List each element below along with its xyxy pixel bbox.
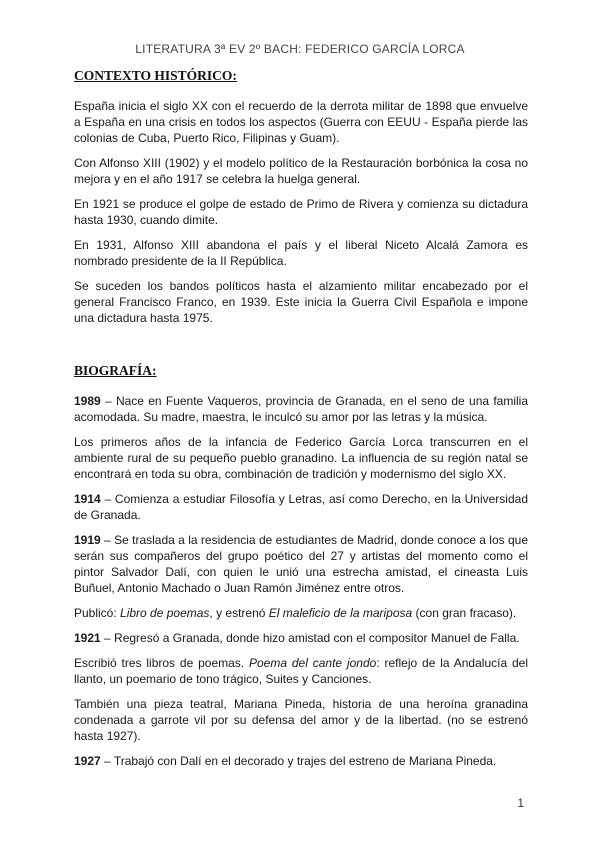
page-content (74, 68, 528, 778)
work-title: El maleficio de la mariposa (268, 606, 413, 620)
paragraph: También una pieza teatral, Mariana Pineda, historia de una heroína granadina condenada a garrote vil por su defensa del amor y de la libertad. (no se estrenó hasta 1927). (74, 697, 528, 743)
paragraph-text: (con gran fracaso). (412, 606, 517, 620)
paragraph (74, 753, 528, 769)
year: 1921 (74, 631, 101, 645)
section-heading-biography: BIOGRAFÍA: (74, 363, 157, 378)
paragraph-text: – Se traslada a la residencia de estudiantes de Madrid, donde conoce a los que serán sus compañeros del grupo poético del 27 y artistas del momento como el pintor Salvador Dalí, con quien le unió una estrecha amistad, el cineasta Luis Buñuel, Antonio Machado o Juan Ramón Jiménez entre otros. (74, 533, 528, 595)
work-title: Libro de poemas (120, 606, 210, 620)
paragraph-text: Publicó: (74, 606, 121, 620)
section-gap (74, 335, 528, 363)
section-heading-context: CONTEXTO HISTÓRICO: (74, 68, 237, 83)
paragraph-text: Escribió tres libros de poemas. (74, 656, 249, 670)
paragraph (74, 532, 528, 596)
paragraph (74, 393, 528, 425)
paragraph (74, 630, 528, 646)
year: 1927 (74, 754, 101, 768)
page-number: 1 (517, 796, 524, 810)
year: 1919 (74, 533, 101, 547)
paragraph (74, 491, 528, 523)
paragraph-text: – Nace en Fuente Vaqueros, provincia de Granada, en el seno de una familia acomodada. Su madre, maestra, le inculcó su amor por las letras y la música. (74, 394, 528, 424)
paragraph: Se suceden los bandos políticos hasta el alzamiento militar encabezado por el general Francisco Franco, en 1939. Este inicia la Guerra Civil Española e impone una dictadura hasta 1975. (74, 279, 528, 325)
paragraph: Con Alfonso XIII (1902) y el modelo político de la Restauración borbónica la cosa no mejora y en el año 1917 se celebra la huelga general. (74, 156, 528, 186)
paragraph-text: , y estrenó (209, 606, 269, 620)
paragraph (74, 605, 528, 621)
paragraph (74, 655, 528, 687)
paragraph-text: – Comienza a estudiar Filosofía y Letras, así como Derecho, en la Universidad de Granada. (74, 492, 528, 522)
paragraph-text: : reflejo de la Andalucía del llanto, un poemario de tono trágico, Suites y Canciones. (74, 656, 528, 686)
paragraph: En 1931, Alfonso XIII abandona el país y el liberal Niceto Alcalá Zamora es nombrado presidente de la II República. (74, 238, 528, 268)
year: 1989 (74, 394, 101, 408)
paragraph: En 1921 se produce el golpe de estado de Primo de Rivera y comienza su dictadura hasta 1930, cuando dimite. (74, 197, 528, 227)
page-header: LITERATURA 3ª EV 2º BACH: FEDERICO GARCÍA LORCA (135, 42, 465, 56)
paragraph-text: – Trabajó con Dalí en el decorado y trajes del estreno de Mariana Pineda. (100, 754, 497, 768)
paragraph: España inicia el siglo XX con el recuerdo de la derrota militar de 1898 que envuelve a España en una crisis en todos los aspectos (Guerra con EEUU - España pierde las colonias de Cuba, Puerto Rico, Filipinas y Guam). (74, 99, 528, 145)
year: 1914 (74, 492, 101, 506)
work-title: Poema del cante jondo (249, 656, 377, 670)
paragraph-text: – Regresó a Granada, donde hizo amistad con el compositor Manuel de Falla. (100, 631, 520, 645)
paragraph: Los primeros años de la infancia de Federico García Lorca transcurren en el ambiente rural de su pequeño pueblo granadino. La influencia de su región natal se encontrará en toda su obra, combinación de tradición y modernismo del siglo XX. (74, 435, 528, 481)
